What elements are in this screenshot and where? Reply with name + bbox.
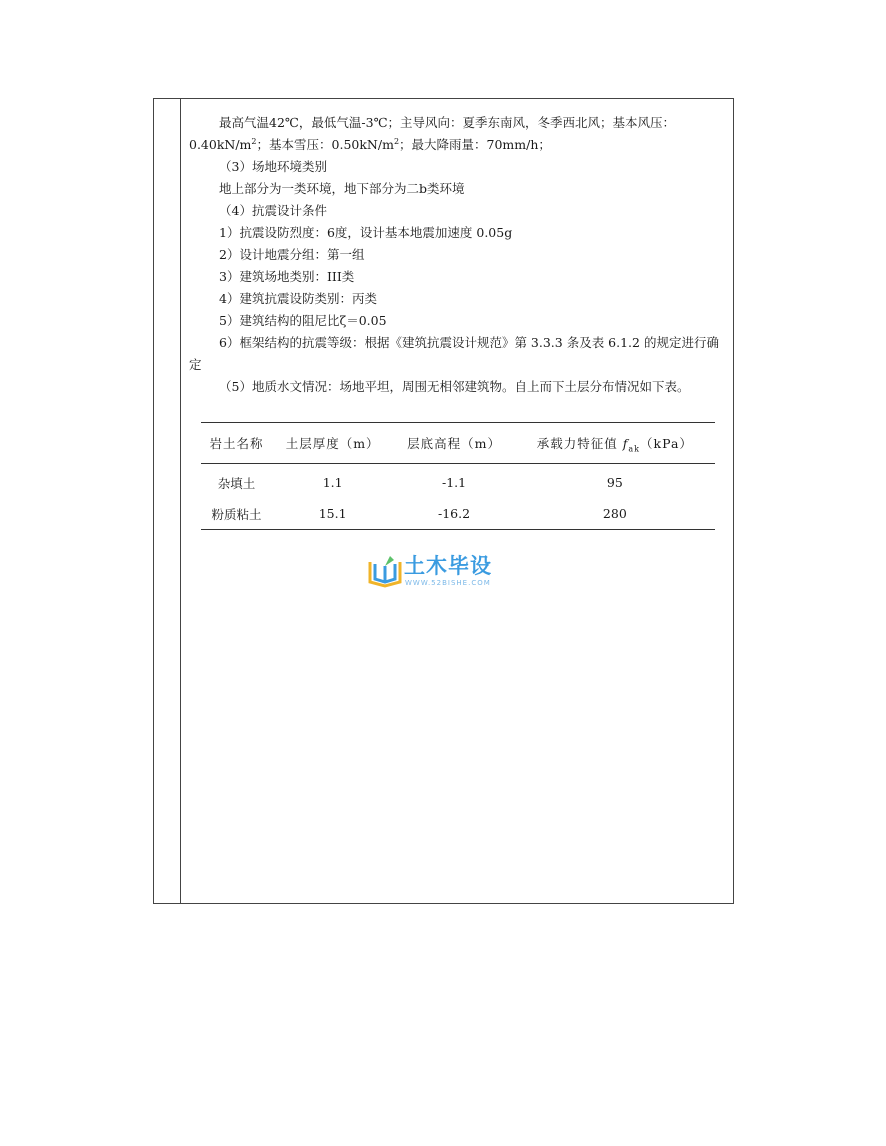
header-capacity: 承载力特征值 $f_{ak}(kPa)$ (536, 436, 693, 454)
watermark-logo (368, 552, 528, 592)
cell-elevation: -16.2 (437, 506, 471, 521)
climate-line-1: 最高气温42℃，最低气温-3℃；主导风向：夏季东南风，冬季西北风；基本风压： (219, 115, 676, 130)
section-4-heading: （4）抗震设计条件 (219, 203, 327, 218)
section-3-heading: （3）场地环境类别 (219, 159, 327, 174)
cell-capacity: 280 (602, 506, 627, 521)
seismic-item-6: 6）框架结构的抗震等级：根据《建筑抗震设计规范》第 3.3.3 条及表 6.1.2 的规定进行确定 (189, 335, 719, 372)
header-soil-name: 岩土名称 (209, 436, 264, 451)
book-logo-icon (368, 552, 402, 588)
climate-line-2: $0.40kN/m^2$；基本雪压：$0.50kN/m^2$；最大降雨量：70mm/h； (189, 136, 551, 152)
left-column-divider (180, 98, 181, 904)
table-row (201, 498, 715, 530)
header-thickness: 土层厚度（m） (285, 436, 380, 451)
cell-soil-name: 粉质粘土 (211, 506, 262, 522)
watermark-url: WWW.52BISHE.COM (405, 579, 491, 587)
seismic-item-3: 3）建筑场地类别：III类 (219, 269, 355, 284)
document-body (189, 112, 729, 398)
soil-layer-table (201, 422, 715, 530)
section-5-paragraph: （5）地质水文情况：场地平坦，周围无相邻建筑物。自上而下土层分布情况如下表。 (219, 379, 690, 394)
table-header-row (201, 423, 715, 464)
seismic-item-2: 2）设计地震分组：第一组 (219, 247, 365, 262)
cell-capacity: 95 (606, 475, 623, 490)
header-elevation: 层底高程（m） (407, 436, 501, 451)
cell-thickness: 1.1 (322, 475, 343, 490)
cell-soil-name: 杂填土 (217, 475, 256, 491)
seismic-item-4: 4）建筑抗震设防类别：丙类 (219, 291, 377, 306)
watermark-title: 土木毕设 (404, 554, 492, 578)
table-row (201, 464, 715, 499)
seismic-item-5: 5）建筑结构的阻尼比ζ＝0.05 (219, 313, 387, 328)
cell-thickness: 15.1 (318, 506, 347, 521)
seismic-item-1: 1）抗震设防烈度：6度，设计基本地震加速度 0.05g (219, 225, 513, 240)
cell-elevation: -1.1 (441, 475, 467, 490)
environment-text: 地上部分为一类环境，地下部分为二b类环境 (219, 181, 465, 196)
